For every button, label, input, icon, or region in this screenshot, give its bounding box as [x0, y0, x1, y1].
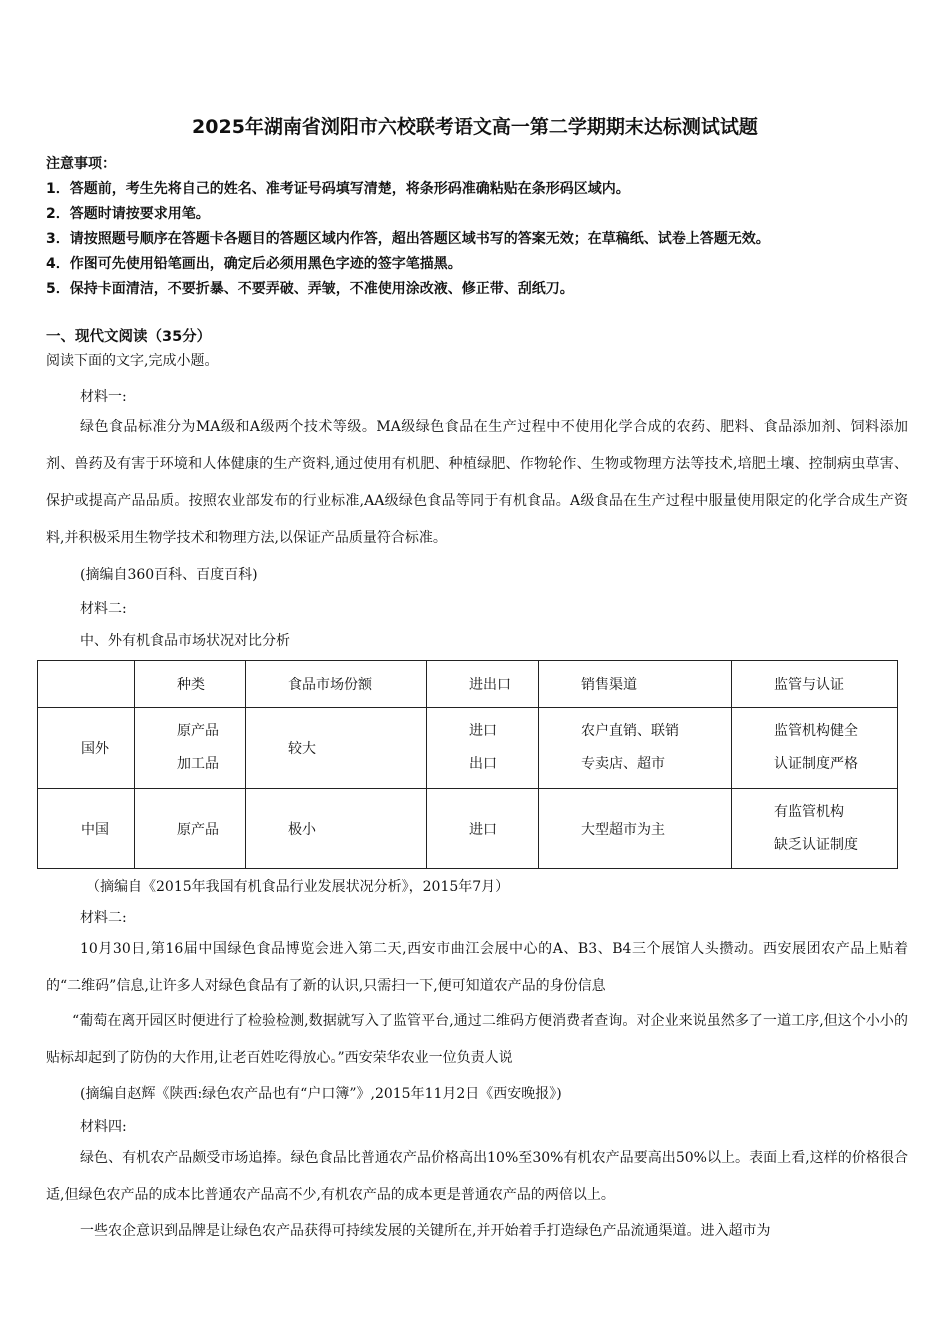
- material-3-label: 材料二:: [80, 910, 127, 926]
- regulation-line: 监管机构健全: [774, 723, 858, 739]
- material-2-label: 材料二:: [80, 601, 127, 617]
- regulation-cell: [732, 708, 898, 789]
- table-header-cell: 进出口: [427, 661, 539, 708]
- material-4-label: 材料四:: [80, 1119, 127, 1135]
- share-cell: 较大: [246, 708, 427, 789]
- table-header-cell: 种类: [135, 661, 246, 708]
- region-cell: 中国: [38, 789, 135, 869]
- material-1-text: 绿色食品标准分为MA级和A级两个技术等级。MA级绿色食品在生产过程中不使用化学合成的农药、肥料、食品添加剂、饲料添加剂、兽药及有害于环境和人体健康的生产资料,通过使用有机肥、种植绿肥、作物轮作、生物或物理方法等技术,培肥土壤、控制病虫草害、保护或提高产品品质。按照农业部发布的行业标准,AA级绿色食品等同于有机食品。A级食品在生产过程中服量使用限定的化学合成生产资料,并积极采用生物学技术和物理方法,以保证产品质量符合标准。: [46, 419, 908, 546]
- notice-item: 4．作图可先使用铅笔画出，确定后必须用黑色字迹的签字笔描黑。: [46, 256, 462, 272]
- regulation-cell: [732, 789, 898, 869]
- material-4-paragraph: 绿色、有机农产品颇受市场追捧。绿色食品比普通农产品价格高出10%至30%有机农产品要高出50%以上。表面上看,这样的价格很合适,但绿色农产品的成本比普通农产品高不少,有机农产品的成本更是普通农产品的两倍以上。: [46, 1150, 908, 1203]
- section-heading: 一、现代文阅读（35分）: [46, 329, 212, 345]
- material-3-paragraph: 10月30日,第16届中国绿色食品博览会进入第二天,西安市曲江会展中心的A、B3、B4三个展馆人头攒动。西安展团农产品上贴着的“二维码”信息,让许多人对绿色食品有了新的认识,只需扫一下,便可知道农产品的身份信息: [46, 941, 908, 994]
- material-4-paragraph: 一些农企意识到品牌是让绿色农产品获得可持续发展的关键所在,并开始着手打造绿色产品流通渠道。进入超市为: [80, 1223, 771, 1239]
- regulation-line: 有监管机构: [774, 803, 844, 820]
- regulation-line: 认证制度严格: [774, 756, 858, 772]
- table-header-cell: 销售渠道: [539, 661, 732, 708]
- type-cell: [135, 708, 246, 789]
- material-1-label: 材料一:: [80, 389, 127, 405]
- table-row: [38, 708, 898, 789]
- type-cell: 原产品: [135, 789, 246, 869]
- channel-cell: [539, 708, 732, 789]
- table-row: [38, 789, 898, 869]
- table-header-cell: 监管与认证: [732, 661, 898, 708]
- trade-line: 出口: [469, 756, 497, 772]
- notice-item: 1．答题前，考生先将自己的姓名、准考证号码填写清楚，将条形码准确粘贴在条形码区域内。: [46, 181, 630, 197]
- trade-cell: [427, 708, 539, 789]
- material-3-paragraph: “葡萄在离开园区时便进行了检验检测,数据就写入了监管平台,通过二维码方便消费者查询。对企业来说虽然多了一道工序,但这个小小的贴标却起到了防伪的大作用,让老百姓吃得放心。”西安荣华农业一位负责人说: [46, 1013, 908, 1066]
- material-3-source: (摘编自赵辉《陕西:绿色农产品也有“户口簿”》,2015年11月2日《西安晚报》): [80, 1086, 562, 1102]
- channel-line: 农户直销、联销: [581, 723, 679, 739]
- type-line: 加工品: [177, 756, 219, 772]
- page-title: 2025年湖南省浏阳市六校联考语文高一第二学期期末达标测试试题: [192, 116, 758, 138]
- trade-line: 进口: [469, 723, 497, 739]
- material-2-source: （摘编自《2015年我国有机食品行业发展状况分析》，2015年7月）: [86, 879, 510, 895]
- notice-item: 2．答题时请按要求用笔。: [46, 206, 210, 222]
- type-line: 原产品: [177, 723, 219, 739]
- comparison-table: [37, 660, 898, 869]
- notice-section: [46, 152, 926, 302]
- table-header-cell: 食品市场份额: [246, 661, 427, 708]
- notice-item: 3．请按照题号顺序在答题卡各题目的答题区域内作答，超出答题区域书写的答案无效；在草稿纸、试卷上答题无效。: [46, 231, 770, 247]
- table-header-row: [38, 661, 898, 708]
- regulation-line: 缺乏认证制度: [774, 836, 858, 853]
- channel-cell: 大型超市为主: [539, 789, 732, 869]
- notice-item: 5．保持卡面清洁，不要折暴、不要弄破、弄皱，不准使用涂改液、修正带、刮纸刀。: [46, 281, 574, 297]
- material-1-source: (摘编自360百科、百度百科): [80, 567, 258, 583]
- channel-line: 专卖店、超市: [581, 756, 665, 772]
- table-header-cell: [38, 661, 135, 708]
- trade-cell: 进口: [427, 789, 539, 869]
- notice-heading: 注意事项：: [46, 156, 116, 172]
- share-cell: 极小: [246, 789, 427, 869]
- table-caption: 中、外有机食品市场状况对比分析: [80, 633, 290, 649]
- region-cell: 国外: [38, 708, 135, 789]
- reading-instruction: 阅读下面的文字,完成小题。: [46, 353, 219, 369]
